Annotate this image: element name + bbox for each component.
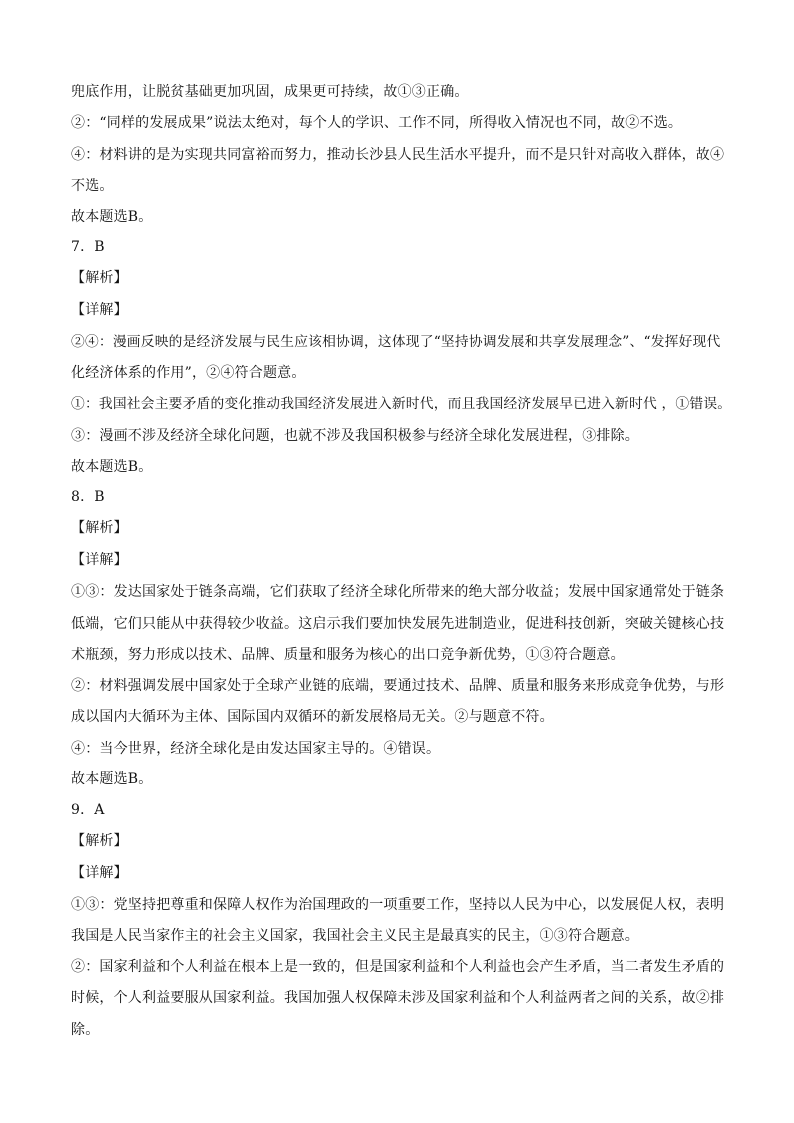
- text-line: 术瓶颈，努力形成以技术、品牌、质量和服务为核心的出口竞争新优势，①③符合题意。: [71, 647, 625, 663]
- text-line: ③：漫画不涉及经济全球化问题，也就不涉及我国积极参与经济全球化发展进程，③排除。: [71, 428, 639, 444]
- section-heading: 【解析】: [71, 520, 128, 536]
- text-line: ②：材料强调发展中国家处于全球产业链的底端，要通过技术、品牌、质量和服务来形成竞争优势，与形: [71, 678, 725, 694]
- text-line: ④：材料讲的是为实现共同富裕而努力，推动长沙县人民生活水平提升，而不是只针对高收入群体，故④: [71, 147, 725, 163]
- text-line: ②：国家利益和个人利益在根本上是一致的，但是国家利益和个人利益也会产生矛盾，当二者发生矛盾的: [71, 959, 725, 975]
- section-heading: 【解析】: [71, 833, 128, 849]
- text-line: ②：“同样的发展成果”说法太绝对，每个人的学识、工作不同，所得收入情况也不同，故②不选。: [71, 115, 683, 131]
- text-line: 除。: [71, 1022, 100, 1038]
- text-line: 我国是人民当家作主的社会主义国家，我国社会主义民主是最真实的民主，①③符合题意。: [71, 928, 639, 944]
- section-heading: 【解析】: [71, 270, 128, 286]
- text-line: 化经济体系的作用”，②④符合题意。: [71, 365, 306, 381]
- text-line: 时候，个人利益要服从国家利益。我国加强人权保障未涉及国家利益和个人利益两者之间的关系，故②排: [71, 990, 725, 1006]
- text-line: ①：我国社会主要矛盾的变化推动我国经济发展进入新时代，而且我国经济发展早已进入新时代 ，①错误。: [71, 396, 732, 412]
- text-line: 故本题选B。: [71, 771, 153, 787]
- text-line: ④：当今世界，经济全球化是由发达国家主导的。④错误。: [71, 741, 441, 757]
- text-line: 故本题选B。: [71, 459, 153, 475]
- section-heading: 【详解】: [71, 552, 128, 568]
- text-line: ①③：党坚持把尊重和保障人权作为治国理政的一项重要工作，坚持以人民为中心，以发展促人权，表明: [71, 897, 725, 913]
- question-number: 9．A: [71, 802, 105, 818]
- section-heading: 【详解】: [71, 865, 128, 881]
- text-line: 低端，它们只能从中获得较少收益。这启示我们要加快发展先进制造业，促进科技创新，突破关键核心技: [71, 616, 725, 632]
- section-heading: 【详解】: [71, 302, 128, 318]
- text-line: 成以国内大循环为主体、国际国内双循环的新发展格局无关。②与题意不符。: [71, 709, 554, 725]
- text-line: 故本题选B。: [71, 209, 153, 225]
- text-line: 兜底作用，让脱贫基础更加巩固，成果更可持续，故①③正确。: [71, 84, 469, 100]
- text-line: ②④：漫画反映的是经济发展与民生应该相协调，这体现了“坚持协调发展和共享发展理念”、“发挥好现代: [71, 334, 721, 350]
- question-number: 8．B: [71, 489, 105, 505]
- text-line: ①③：发达国家处于链条高端，它们获取了经济全球化所带来的绝大部分收益；发展中国家通常处于链条: [71, 584, 725, 600]
- question-number: 7．B: [71, 239, 105, 255]
- text-line: 不选。: [71, 178, 114, 194]
